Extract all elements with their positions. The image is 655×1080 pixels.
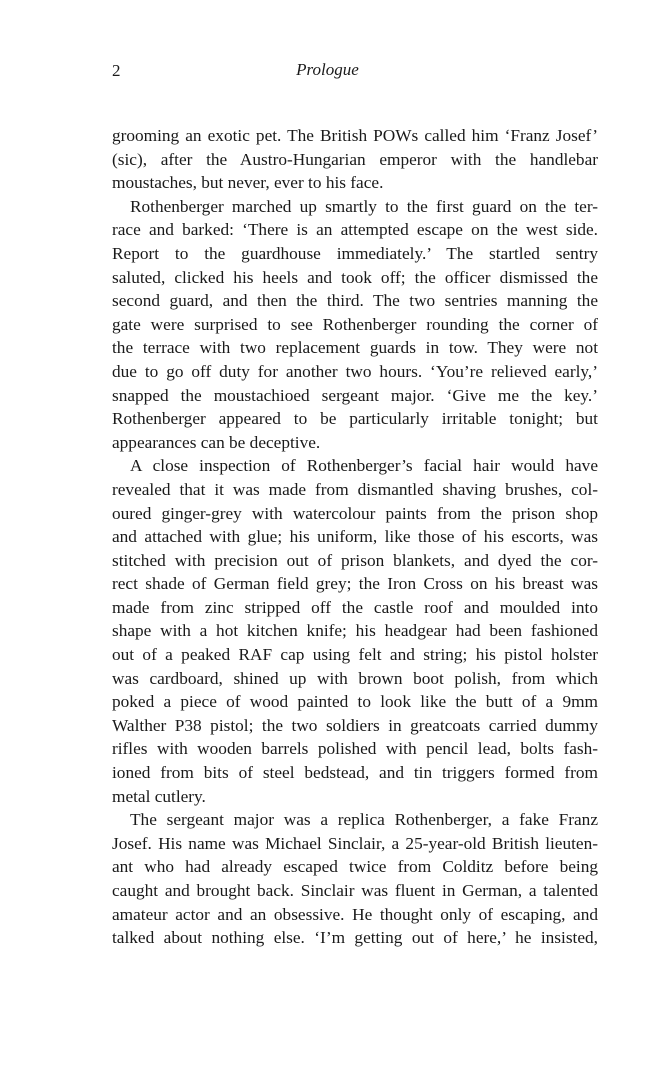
text-line: moustaches, but never, ever to his face. <box>112 173 384 193</box>
text-line: Rothenberger appeared to be particularly irritable tonight; but <box>112 409 598 429</box>
text-line: was cardboard, shined up with brown boot polish, from which <box>112 668 598 688</box>
text-line: A close inspection of Rothenberger’s facial hair would have <box>130 456 598 476</box>
page-number: 2 <box>112 61 121 80</box>
running-head: Prologue <box>296 60 359 79</box>
text-line: caught and brought back. Sinclair was fluent in German, a talented <box>112 881 598 900</box>
text-line: grooming an exotic pet. The British POWs called him ‘Franz Josef’ <box>112 126 598 145</box>
text-line: the terrace with two replacement guards in tow. They were not <box>112 338 598 358</box>
text-line: metal cutlery. <box>112 786 206 806</box>
text-line: (sic), after the Austro-Hungarian emperor with the handlebar <box>112 149 598 169</box>
text-line: Josef. His name was Michael Sinclair, a 25-year-old British lieuten- <box>112 833 598 853</box>
text-line: Walther P38 pistol; the two soldiers in greatcoats carried dummy <box>112 715 598 735</box>
text-line: Report to the guardhouse immediately.’ The startled sentry <box>112 243 598 263</box>
text-line: made from zinc stripped off the castle roof and moulded into <box>112 597 598 617</box>
text-line: talked about nothing else. ‘I’m getting out of here,’ he insisted, <box>112 928 598 948</box>
text-line: and attached with glue; his uniform, like those of his escorts, was <box>112 527 598 547</box>
text-line: poked a piece of wood painted to look like the butt of a 9mm <box>112 692 598 712</box>
paragraph <box>112 195 598 455</box>
text-line: snapped the moustachioed sergeant major. ‘Give me the key.’ <box>112 385 598 405</box>
text-line: out of a peaked RAF cap using felt and string; his pistol holster <box>112 645 598 665</box>
text-line: Rothenberger marched up smartly to the first guard on the ter- <box>130 196 598 216</box>
text-line: saluted, clicked his heels and took off; the officer dismissed the <box>112 267 598 287</box>
text-line: second guard, and then the third. The two sentries manning the <box>112 291 598 311</box>
paragraph <box>112 454 598 808</box>
paragraph <box>112 808 598 950</box>
text-line: ioned from bits of steel bedstead, and tin triggers formed from <box>112 763 598 783</box>
text-line: gate were surprised to see Rothenberger rounding the corner of <box>112 314 598 334</box>
text-line: The sergeant major was a replica Rothenberger, a fake Franz <box>130 810 598 830</box>
paragraph <box>112 124 598 195</box>
body-text <box>112 124 598 950</box>
text-line: race and barked: ‘There is an attempted escape on the west side. <box>112 220 598 240</box>
text-line: rect shade of German field grey; the Iron Cross on his breast was <box>112 574 598 594</box>
text-line: revealed that it was made from dismantled shaving brushes, col- <box>112 479 598 499</box>
text-line: rifles with wooden barrels polished with pencil lead, bolts fash- <box>112 739 598 759</box>
text-line: stitched with precision out of prison blankets, and dyed the cor- <box>112 550 598 570</box>
text-line: amateur actor and an obsessive. He thought only of escaping, and <box>112 904 598 924</box>
text-line: oured ginger-grey with watercolour paints from the prison shop <box>112 503 598 523</box>
text-line: ant who had already escaped twice from Colditz before being <box>112 857 598 877</box>
text-line: due to go off duty for another two hours. ‘You’re relieved early,’ <box>112 361 598 381</box>
text-line: shape with a hot kitchen knife; his headgear had been fashioned <box>112 621 598 641</box>
text-line: appearances can be deceptive. <box>112 432 321 452</box>
